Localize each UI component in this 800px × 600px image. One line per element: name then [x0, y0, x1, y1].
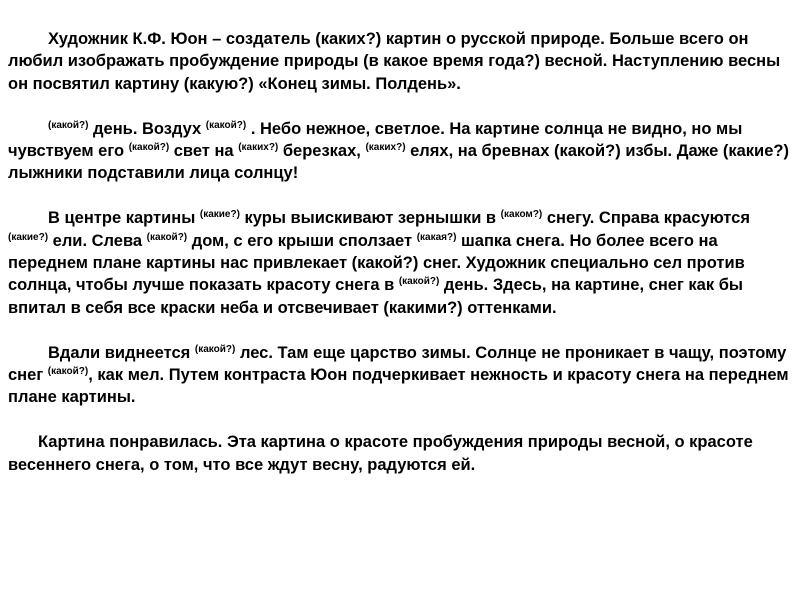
- text-run: Вдали виднеется: [48, 343, 195, 362]
- question-hint: (какой?): [205, 119, 247, 131]
- text-run: дом, с его крыши сползает: [187, 231, 417, 250]
- document-body: [8, 28, 794, 498]
- question-hint: (какие?): [199, 209, 240, 221]
- text-run: . Небо нежное, светлое. На картине солнца не видно, но мы чувствуем его: [8, 119, 743, 161]
- text-run: снегу. Справа красуются: [542, 209, 750, 228]
- text-run: лес. Там еще царство зимы. Солнце не проникает в чащу, поэтому снег: [8, 343, 787, 385]
- question-hint: (какой?): [194, 343, 236, 355]
- question-hint: (какой?): [146, 231, 188, 243]
- text-run: В центре картины: [48, 209, 200, 228]
- text-run: свет на: [169, 142, 239, 161]
- text-run: Картина понравилась. Эта картина о красоте пробуждения природы весной, о красоте весеннего снега, о том, что все ждут весну, радуются ей.: [8, 433, 753, 474]
- paragraph-1: [8, 28, 794, 95]
- text-run: шапка снега. Но более всего на переднем плане картины нас привлекает (какой?) снег. Художник специально сел против солнца, чтобы лучше показать красоту снега в: [8, 231, 745, 295]
- paragraph-3: [8, 207, 794, 319]
- paragraph-4: [8, 342, 794, 409]
- question-hint: (каком?): [500, 209, 543, 221]
- question-hint: (какая?): [416, 231, 457, 243]
- text-run: , как мел. Путем контраста Юон подчеркивает нежность и красоту снега на переднем плане картины.: [8, 366, 789, 407]
- paragraph-5: [8, 431, 794, 476]
- text-run: день. Здесь, на картине, снег как бы впитал в себя все краски неба и отсвечивает (какими?) оттенками.: [8, 276, 743, 317]
- text-run: куры выискивают зернышки в: [239, 209, 501, 228]
- question-hint: (каких?): [238, 142, 279, 154]
- question-hint: (какой?): [47, 366, 89, 378]
- question-hint: (какой?): [398, 276, 440, 288]
- text-run: елях, на бревнах (какой?) избы. Даже (какие?) лыжники подставили лица солнцу!: [8, 142, 789, 183]
- question-hint: (каких?): [365, 142, 406, 154]
- text-run: день. Воздух: [88, 119, 206, 138]
- text-run: березках,: [278, 142, 366, 161]
- question-hint: (какой?): [128, 142, 170, 154]
- text-run: ели. Слева: [48, 231, 147, 250]
- text-run: Художник К.Ф. Юон – создатель (каких?) картин о русской природе. Больше всего он любил изображать пробуждение природы (в какое время года?) весной. Наступлению весны он посвятил картину (какую?) «Конец зимы. Полдень».: [8, 30, 781, 93]
- paragraph-2: [8, 118, 794, 185]
- question-hint: (какой?): [48, 119, 89, 131]
- question-hint: (какие?): [8, 231, 49, 243]
